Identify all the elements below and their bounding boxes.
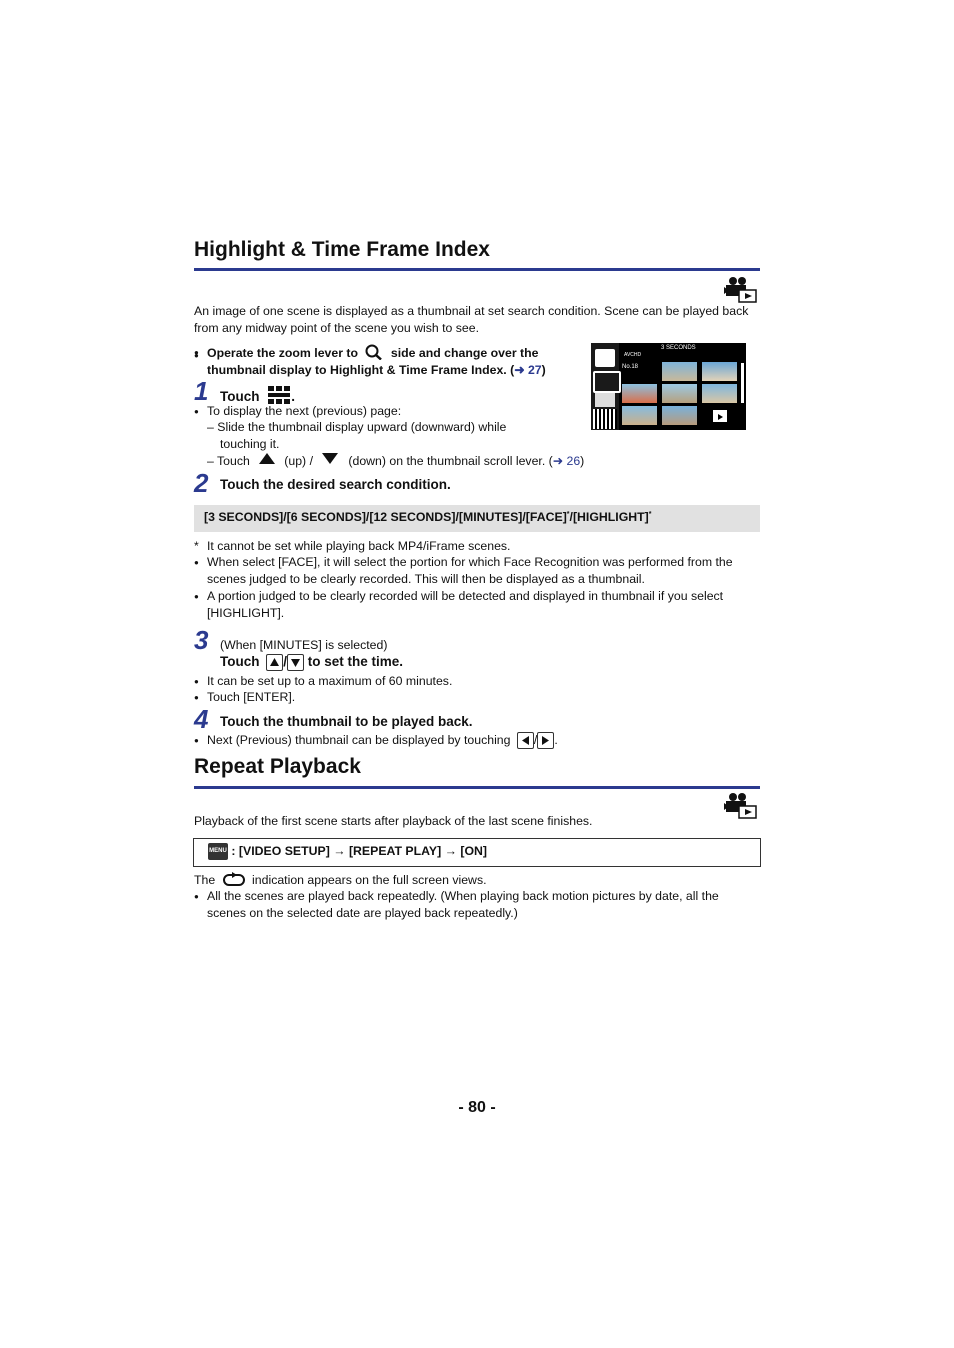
- section2-bullet: All the scenes are played back repeatedly. (When playing back motion pictures by date, all the scenes on the selected date are played back repeatedly.): [207, 889, 719, 920]
- screen-scroll-lever[interactable]: [741, 363, 744, 403]
- down-triangle-icon[interactable]: [322, 453, 338, 465]
- section-title-highlight: Highlight & Time Frame Index: [194, 238, 490, 261]
- menu-path[interactable]: MENU : [VIDEO SETUP] → [REPEAT PLAY] → [ON]: [208, 843, 487, 860]
- step-number-4: 4: [194, 704, 209, 734]
- screen-thumbnail[interactable]: [702, 362, 737, 381]
- camera-screen-image: [591, 343, 746, 430]
- pre-step-bullet: Operate the zoom lever to side and change over the thumbnail display to Highlight & Time Frame Index. (➜ 27): [207, 346, 546, 377]
- movie-playback-icon: [724, 276, 758, 304]
- section2-intro: Playback of the first scene starts after playback of the last scene finishes.: [194, 814, 593, 828]
- step3-bullet-max: It can be set up to a maximum of 60 minutes.: [207, 674, 453, 688]
- bullet-dot: ●: [194, 892, 199, 901]
- screen-thumbnail[interactable]: [662, 384, 697, 403]
- bullet-dot: ●: [194, 558, 199, 567]
- movie-playback-icon: [724, 792, 758, 820]
- step2-bullet-face: When select [FACE], it will select the portion for which Face Recognition was performed from the scenes judged to be clearly recorded. This will then be displayed as a thumbnail.: [207, 555, 733, 586]
- screen-mode-icon: [595, 393, 615, 407]
- page-number: - 80 -: [458, 1099, 496, 1116]
- bullet-dot: ●: [194, 592, 199, 601]
- step-number-1: 1: [194, 376, 209, 406]
- bullet-dot: ●: [194, 693, 199, 702]
- right-button-icon[interactable]: [537, 732, 554, 749]
- bullet-dot: ●: [194, 736, 199, 745]
- step3-bullet-enter: Touch [ENTER].: [207, 690, 296, 704]
- step3-instruction: Touch / to set the time.: [220, 654, 404, 670]
- left-button-icon[interactable]: [517, 732, 534, 749]
- section-title-repeat: Repeat Playback: [194, 755, 361, 778]
- screen-mode-label: AVCHD: [624, 352, 642, 358]
- footnote-mark: *: [194, 539, 199, 553]
- step1-dash1: – Slide the thumbnail display upward (downward) while: [207, 420, 507, 434]
- repeat-indication-line: The indication appears on the full screen views.: [194, 873, 487, 887]
- step4-bullet: Next (Previous) thumbnail can be displayed by touching / .: [207, 732, 558, 749]
- screen-play-button[interactable]: [713, 410, 727, 422]
- footnote-text: It cannot be set while playing back MP4/iFrame scenes.: [207, 539, 511, 553]
- zoom-search-icon: [365, 344, 383, 360]
- screen-thumbnail[interactable]: [702, 384, 737, 403]
- bullet-dot: ●: [194, 677, 199, 686]
- screen-scene-number: No.18: [622, 364, 639, 370]
- step3-note: (When [MINUTES] is selected): [220, 638, 388, 652]
- highlight-index-icon[interactable]: [267, 385, 291, 405]
- step1-instruction: Touch .: [220, 385, 295, 406]
- bullet-dot: ●: [194, 407, 199, 416]
- screen-thumbnail[interactable]: [622, 406, 657, 425]
- section1-intro: An image of one scene is displayed as a thumbnail at set search condition. Scene can be played back from any midway point of the scene you wish to see.: [194, 304, 749, 335]
- step1-bullet: To display the next (previous) page:: [207, 404, 402, 418]
- step2-instruction: Touch the desired search condition.: [220, 477, 451, 492]
- screen-scroll-strip: [593, 409, 617, 429]
- step-number-2: 2: [194, 468, 209, 498]
- down-button-icon[interactable]: [287, 654, 304, 671]
- step-number-3: 3: [194, 625, 209, 655]
- up-triangle-icon[interactable]: [259, 453, 275, 465]
- page-ref-link[interactable]: ➜ 26: [552, 454, 581, 468]
- screen-thumbnail[interactable]: [662, 406, 697, 425]
- title-rule: [194, 786, 760, 789]
- screen-header-label: 3 SECONDS: [661, 345, 696, 351]
- step1-dash2: – Touch (up) / (down) on the thumbnail scroll lever. (➜ 26): [207, 454, 585, 468]
- title-rule: [194, 268, 760, 271]
- bullet-dot: ●: [194, 348, 199, 357]
- step4-instruction: Touch the thumbnail to be played back.: [220, 714, 473, 729]
- search-condition-options[interactable]: [3 SECONDS]/[6 SECONDS]/[12 SECONDS]/[MINUTES]/[FACE]*/[HIGHLIGHT]*: [204, 510, 652, 524]
- page-ref-link[interactable]: ➜ 27: [514, 362, 542, 377]
- step1-dash1-cont: touching it.: [220, 437, 280, 451]
- screen-index-icon: [593, 371, 621, 393]
- screen-thumbnail[interactable]: [622, 384, 657, 403]
- screen-playback-icon: [595, 349, 615, 367]
- up-button-icon[interactable]: [266, 654, 283, 671]
- repeat-icon: [223, 872, 245, 888]
- screen-side-panel: [591, 343, 619, 430]
- menu-icon[interactable]: MENU: [208, 843, 228, 860]
- step2-bullet-highlight: A portion judged to be clearly recorded will be detected and displayed in thumbnail if you select [HIGHLIGHT].: [207, 589, 724, 620]
- screen-thumbnail[interactable]: [662, 362, 697, 381]
